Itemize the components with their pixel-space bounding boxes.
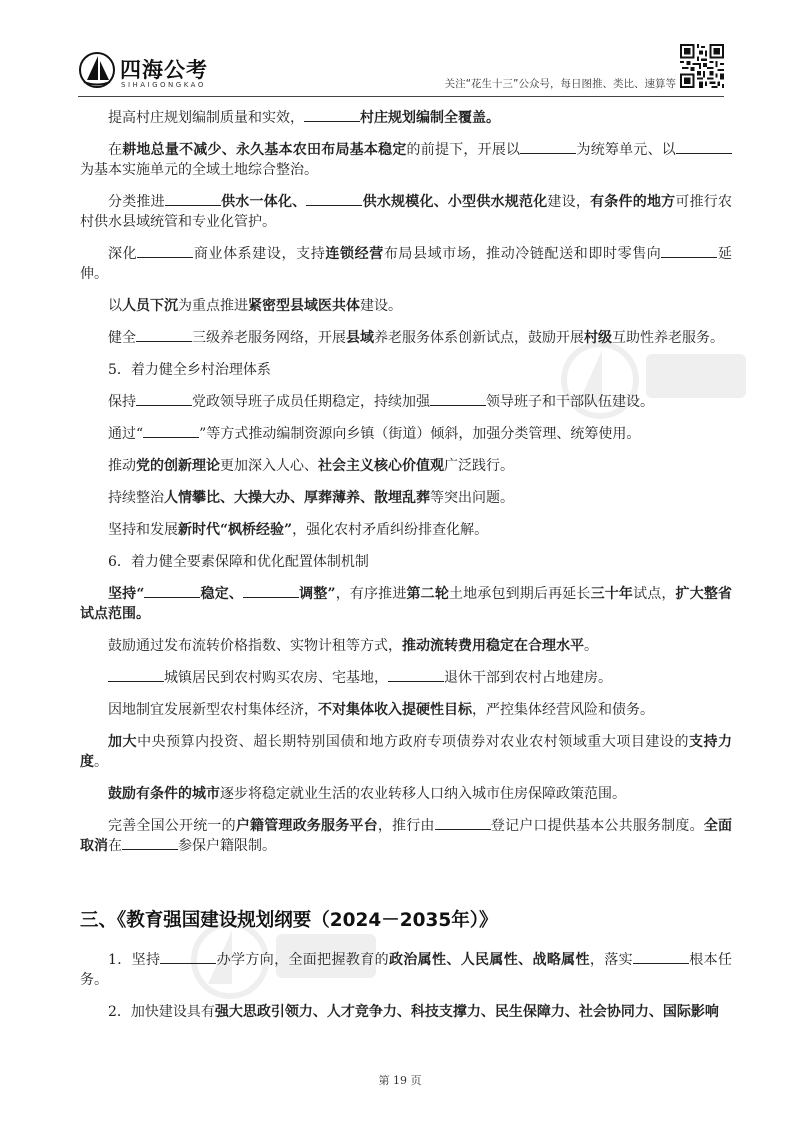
bold-text: 连锁经营 xyxy=(325,246,384,262)
bold-text: 供水一体化、 xyxy=(220,194,307,210)
text-run: 推动 xyxy=(108,458,136,474)
paragraph xyxy=(80,424,732,444)
text-run: 。 xyxy=(584,638,598,654)
paragraph xyxy=(80,488,732,508)
text-run: 在 xyxy=(108,142,123,158)
paragraph xyxy=(80,360,732,380)
bold-text: 政治属性、人民属性、战略属性 xyxy=(388,952,590,968)
text-run: 退休干部到农村占地建房。 xyxy=(444,670,612,686)
text-run: 在 xyxy=(108,838,122,854)
paragraph xyxy=(80,636,732,656)
fill-in-blank xyxy=(633,950,689,964)
fill-in-blank xyxy=(388,668,444,682)
text-run: 5．着力健全乡村治理体系 xyxy=(108,362,271,378)
header-rule xyxy=(78,96,724,97)
text-run: 建设， xyxy=(547,194,591,210)
text-run: 三级养老服务网络，开展 xyxy=(192,330,346,346)
page-header xyxy=(0,0,800,100)
text-run: 持续整治 xyxy=(108,490,164,506)
sailboat-logo-icon xyxy=(78,52,116,88)
paragraph xyxy=(80,950,732,990)
bold-text: 鼓励有条件的城市 xyxy=(108,786,220,802)
brand-name-pinyin: SIHAIGONGKAO xyxy=(121,81,206,89)
text-run: 为统筹单元、以 xyxy=(576,142,677,158)
bold-text: 村级 xyxy=(584,330,612,346)
text-run: ，有序推进 xyxy=(335,586,407,602)
text-run: 完善全国公开统一的 xyxy=(108,818,236,834)
page-number: 第 19 页 xyxy=(378,1074,422,1087)
bold-text: 村庄规划编制全覆盖。 xyxy=(360,110,500,126)
fill-in-blank xyxy=(306,192,362,206)
bold-text: 坚持“ xyxy=(108,586,145,602)
text-run: 商业体系建设，支持 xyxy=(193,246,326,262)
text-run: ，落实 xyxy=(589,952,633,968)
text-run: 城镇居民到农村购买农房、宅基地， xyxy=(164,670,388,686)
text-run: 登记户口提供基本公共服务制度。 xyxy=(490,818,704,834)
paragraph xyxy=(80,244,732,284)
text-run: 中央预算内投资、超长期特别国债和地方政府专项债券对农业农村领域重大项目建设的 xyxy=(137,734,689,750)
fill-in-blank xyxy=(108,668,164,682)
bold-text: 扩大整省试点范围。 xyxy=(80,586,733,622)
text-run: 为重点推进 xyxy=(178,298,248,314)
bold-text: 新时代“枫桥经验” xyxy=(178,522,293,538)
bold-text: 有条件的地方 xyxy=(590,194,676,210)
paragraph xyxy=(80,732,732,772)
text-run: 党政领导班子成员任期稳定，持续加强 xyxy=(192,394,430,410)
paragraph xyxy=(80,784,732,804)
fill-in-blank xyxy=(136,328,192,342)
fill-in-blank xyxy=(243,584,299,598)
text-run: 鼓励通过发布流转价格指数、实物计租等方式， xyxy=(108,638,402,654)
paragraph xyxy=(80,552,732,572)
bold-text: 强大思政引领力、人才竞争力、科技支撑力、民生保障力、社会协同力、国际影响 xyxy=(214,1004,719,1020)
paragraph xyxy=(80,140,732,180)
text-run: 坚持和发展 xyxy=(108,522,178,538)
header-tagline: 关注“花生十三”公众号，每日图推、类比、速算等 xyxy=(444,78,676,90)
text-run: 可推行农村供水县域统管和专业化管护。 xyxy=(80,194,733,230)
text-run: 2．加快建设具有 xyxy=(108,1004,215,1020)
section-heading: 三、《教育强国建设规划纲要（2024－2035年）》 xyxy=(80,910,498,931)
text-run: 健全 xyxy=(108,330,136,346)
fill-in-blank xyxy=(136,392,192,406)
paragraph xyxy=(80,700,732,720)
paragraph xyxy=(80,192,732,232)
text-run: 根本任务。 xyxy=(80,952,733,988)
text-run: ，推行由 xyxy=(377,818,435,834)
paragraph xyxy=(80,584,732,624)
text-run: 试点， xyxy=(633,586,676,602)
text-run: ，严控集体经营风险和债务。 xyxy=(472,702,654,718)
bold-text: 县域 xyxy=(346,330,374,346)
bold-text: 紧密型县域医共体 xyxy=(248,298,360,314)
paragraph xyxy=(80,1002,732,1022)
fill-in-blank xyxy=(122,836,178,850)
text-run: 为基本实施单元的全域土地综合整治。 xyxy=(80,162,318,178)
fill-in-blank xyxy=(435,816,491,830)
document-body-section-3 xyxy=(80,950,732,1034)
text-run: 养老服务体系创新试点，鼓励开展 xyxy=(374,330,584,346)
text-run: 通过“ xyxy=(108,426,144,442)
text-run: 保持 xyxy=(108,394,136,410)
text-run: ”等方式推动编制资源向乡镇（街道）倾斜，加强分类管理、统筹使用。 xyxy=(199,426,641,442)
fill-in-blank xyxy=(165,192,221,206)
text-run: 1．坚持 xyxy=(108,952,161,968)
paragraph xyxy=(80,668,732,688)
bold-text: 三十年 xyxy=(590,586,634,602)
fill-in-blank xyxy=(144,584,200,598)
bold-text: 社会主义核心价值观 xyxy=(318,458,444,474)
text-run: 以 xyxy=(108,298,122,314)
bold-text: 耕地总量不减少、永久基本农田布局基本稳定 xyxy=(122,142,407,158)
text-run: 6．着力健全要素保障和优化配置体制机制 xyxy=(108,554,369,570)
text-run: 提高村庄规划编制质量和实效， xyxy=(108,110,304,126)
fill-in-blank xyxy=(143,424,199,438)
fill-in-blank xyxy=(676,140,732,154)
qr-code-icon xyxy=(680,44,724,88)
text-run: 深化 xyxy=(108,246,138,262)
bold-text: 全面取消 xyxy=(80,818,733,854)
text-run: 建设。 xyxy=(360,298,402,314)
fill-in-blank xyxy=(661,244,717,258)
document-body xyxy=(80,108,732,868)
bold-text: 支持力度 xyxy=(80,734,733,770)
text-run: 更加深入人心、 xyxy=(220,458,318,474)
text-run: ，强化农村矛盾纠纷排查化解。 xyxy=(292,522,489,538)
fill-in-blank xyxy=(160,950,216,964)
paragraph xyxy=(80,520,732,540)
fill-in-blank xyxy=(520,140,576,154)
bold-text: 调整” xyxy=(299,586,336,602)
bold-text: 人情攀比、大操大办、厚葬薄养、散埋乱葬 xyxy=(164,490,430,506)
bold-text: 第二轮 xyxy=(406,586,449,602)
bold-text: 加大 xyxy=(108,734,138,750)
paragraph xyxy=(80,392,732,412)
text-run: 互助性养老服务。 xyxy=(612,330,724,346)
paragraph xyxy=(80,296,732,316)
text-run: 领导班子和干部队伍建设。 xyxy=(486,394,654,410)
text-run: 布局县域市场，推动冷链配送和即时零售向 xyxy=(383,246,662,262)
text-run: 参保户籍限制。 xyxy=(178,838,276,854)
text-run: 等突出问题。 xyxy=(430,490,514,506)
paragraph xyxy=(80,108,732,128)
bold-text: 稳定、 xyxy=(200,586,244,602)
text-run: 广泛践行。 xyxy=(444,458,514,474)
text-run: 逐步将稳定就业生活的农业转移人口纳入城市住房保障政策范围。 xyxy=(220,786,626,802)
text-run: 分类推进 xyxy=(108,194,165,210)
text-run: 。 xyxy=(94,754,108,770)
bold-text: 推动流转费用稳定在合理水平 xyxy=(402,638,584,654)
text-run: 办学方向，全面把握教育的 xyxy=(216,952,389,968)
fill-in-blank xyxy=(137,244,193,258)
brand-name: 四海公考 xyxy=(120,58,208,82)
fill-in-blank xyxy=(430,392,486,406)
text-run: 的前提下，开展以 xyxy=(406,142,521,158)
text-run: 因地制宜发展新型农村集体经济， xyxy=(108,702,318,718)
bold-text: 党的创新理论 xyxy=(136,458,220,474)
paragraph xyxy=(80,456,732,476)
paragraph xyxy=(80,816,732,856)
paragraph xyxy=(80,328,732,348)
bold-text: 人员下沉 xyxy=(122,298,178,314)
text-run: 土地承包到期后再延长 xyxy=(448,586,591,602)
bold-text: 户籍管理政务服务平台 xyxy=(235,818,378,834)
text-run: 延伸。 xyxy=(80,246,733,282)
bold-text: 供水规模化、小型供水规范化 xyxy=(362,194,548,210)
bold-text: 不对集体收入提硬性目标 xyxy=(318,702,472,718)
fill-in-blank xyxy=(304,108,360,122)
